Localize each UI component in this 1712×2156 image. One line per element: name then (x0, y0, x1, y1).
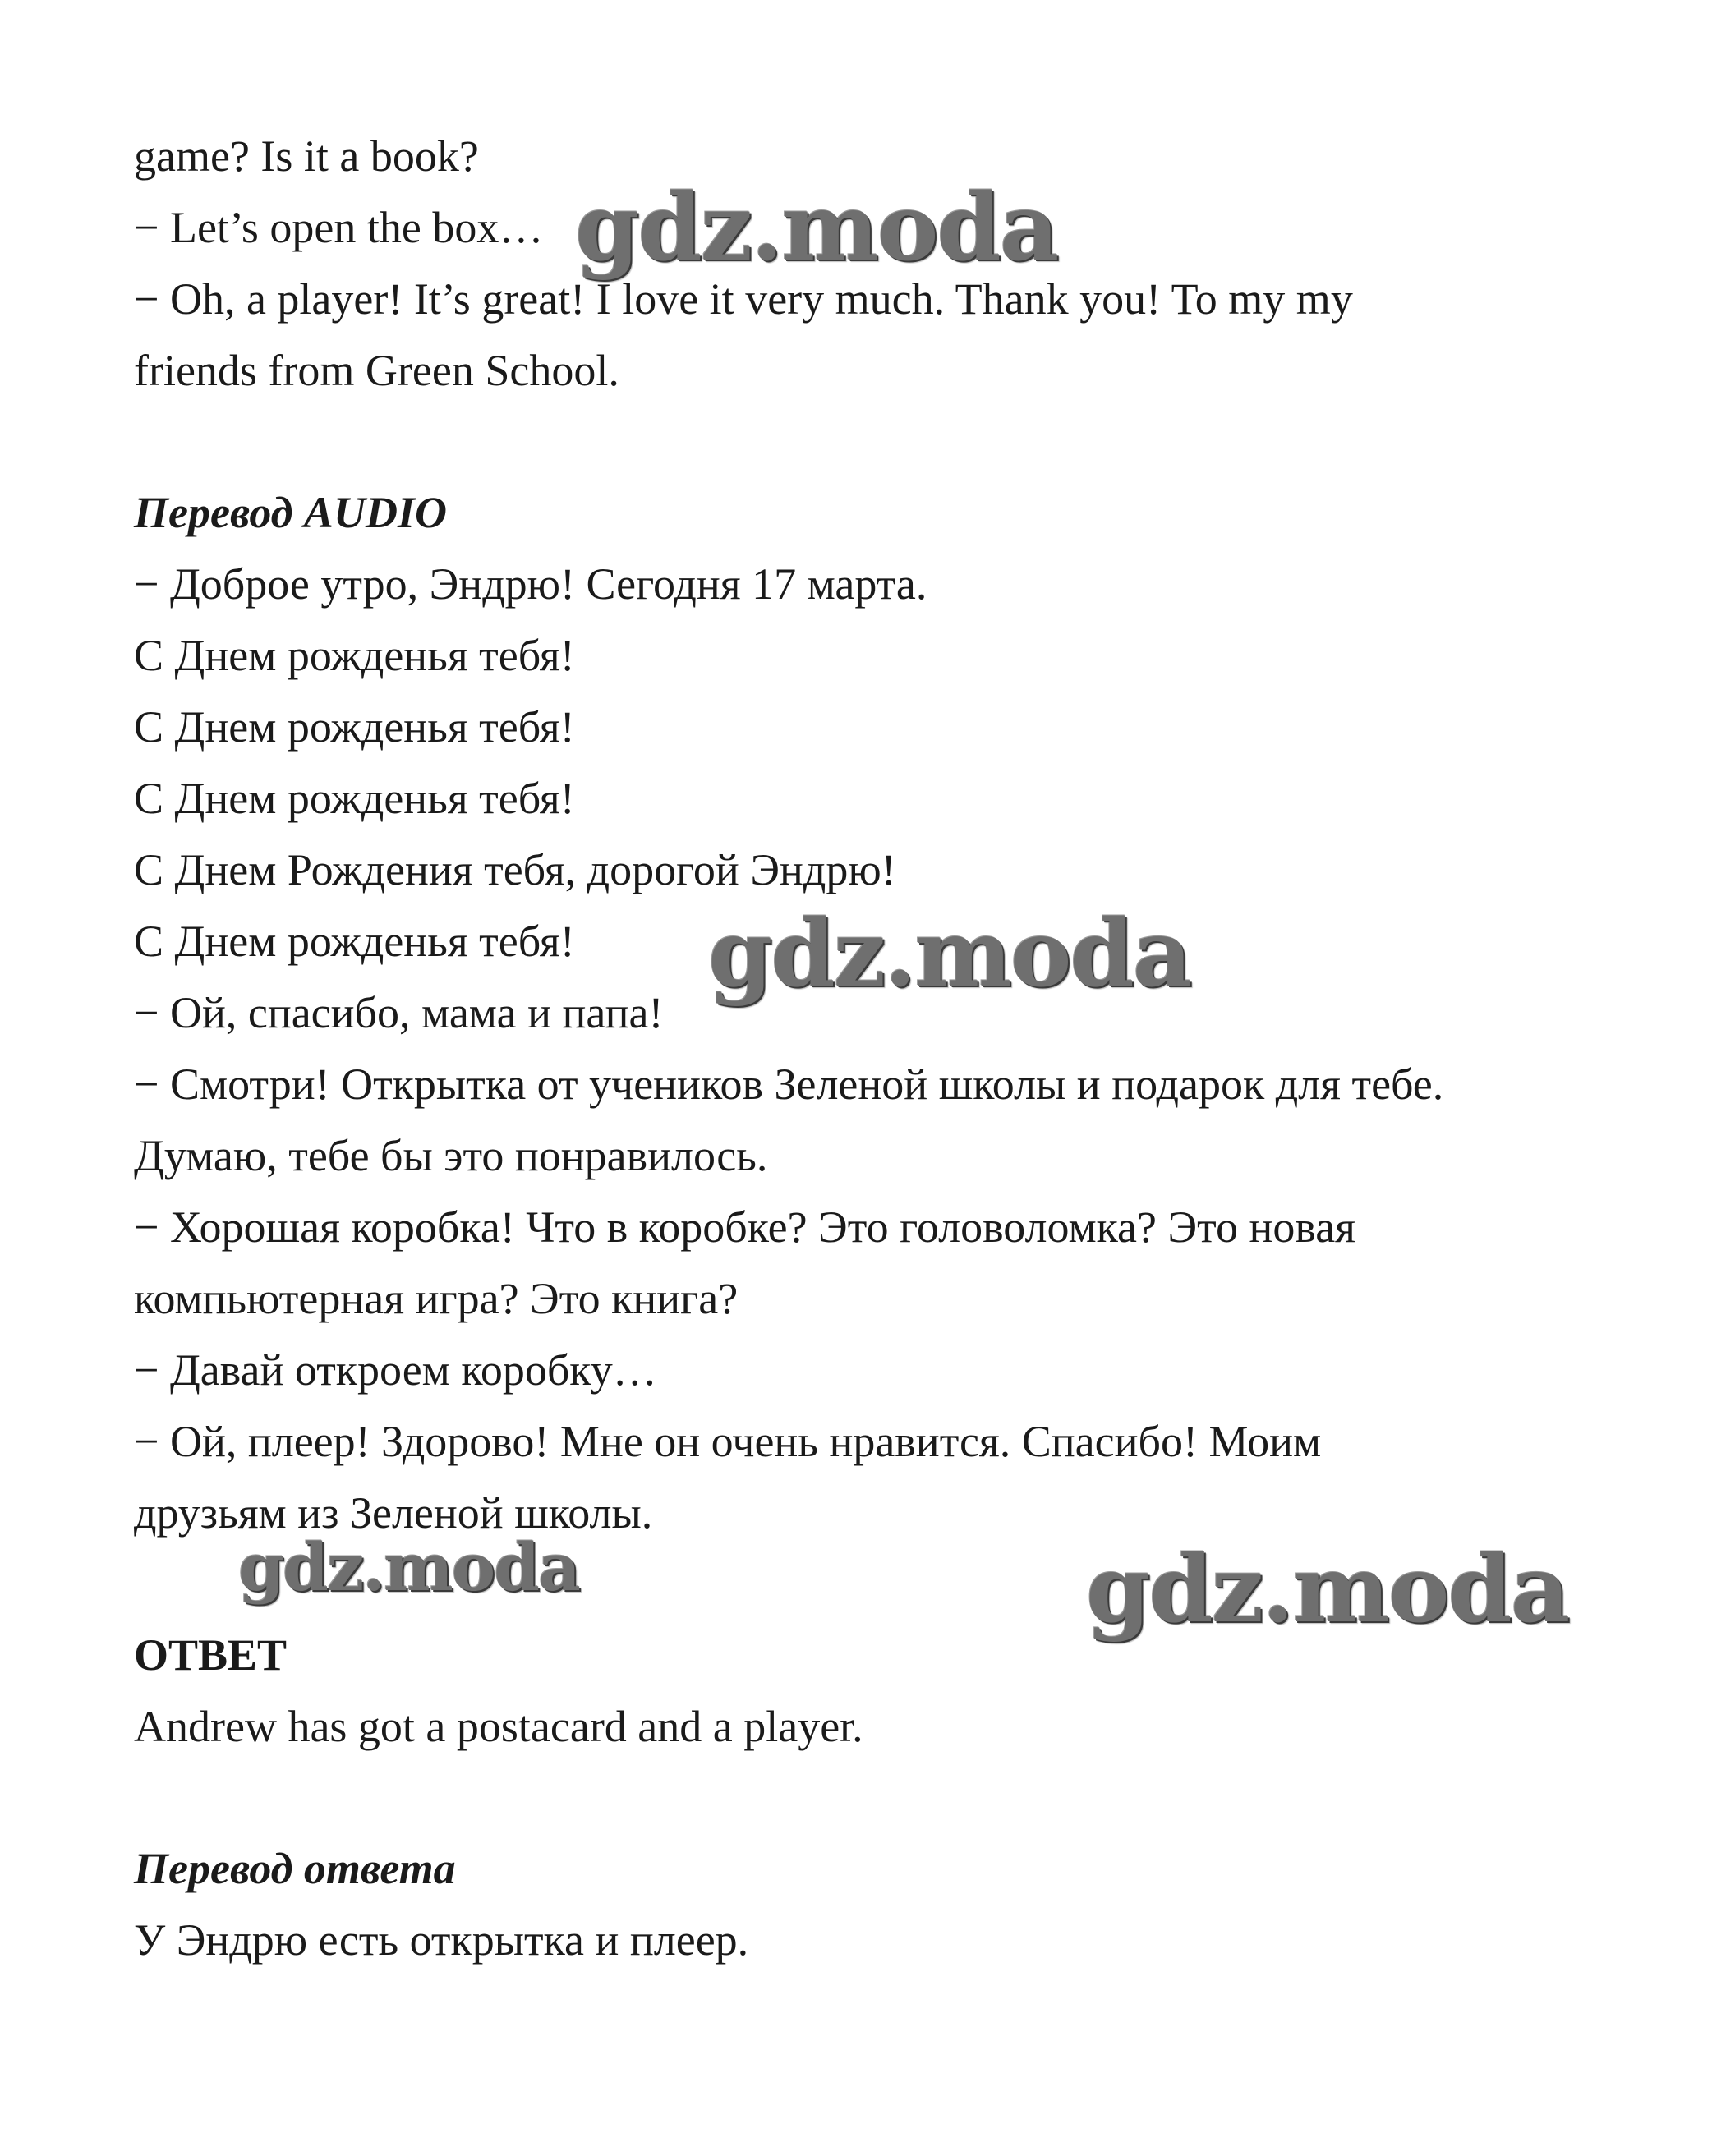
translation-line: друзьям из Зеленой школы. (134, 1488, 653, 1538)
watermark-logo: gdz.moda (575, 174, 1058, 282)
watermark-logo: gdz.moda (708, 900, 1191, 1008)
translation-line: С Днем рожденья тебя! (134, 917, 575, 966)
answer-heading: ОТВЕТ (134, 1630, 288, 1680)
translation-line: компьютерная игра? Это книга? (134, 1274, 739, 1323)
translation-audio-heading: Перевод AUDIO (134, 488, 447, 537)
translation-line: − Ой, спасибо, мама и папа! (134, 988, 664, 1037)
watermark-logo: gdz.moda (238, 1529, 579, 1606)
translation-line: С Днем Рождения тебя, дорогой Эндрю! (134, 845, 896, 894)
answer-translation-text: У Эндрю есть открытка и плеер. (134, 1915, 749, 1965)
translation-line: Думаю, тебе бы это понравилось. (134, 1131, 768, 1180)
translation-line: С Днем рожденья тебя! (134, 774, 575, 823)
translation-line: С Днем рожденья тебя! (134, 702, 575, 752)
english-line: − Let’s open the box… (134, 203, 544, 252)
english-line: friends from Green School. (134, 346, 619, 395)
translation-line: − Хорошая коробка! Что в коробке? Это головоломка? Это новая (134, 1202, 1356, 1252)
english-line: game? Is it a book? (134, 131, 479, 181)
translation-line: − Давай откроем коробку… (134, 1345, 657, 1395)
translation-line: − Ой, плеер! Здорово! Мне он очень нравится. Спасибо! Моим (134, 1417, 1322, 1466)
translation-line: − Смотри! Открытка от учеников Зеленой школы и подарок для тебе. (134, 1060, 1444, 1109)
translation-line: − Доброе утро, Эндрю! Сегодня 17 марта. (134, 559, 927, 609)
answer-text: Andrew has got a postacard and a player. (134, 1702, 863, 1751)
answer-translation-heading: Перевод ответа (134, 1844, 456, 1893)
watermark-logo: gdz.moda (1086, 1536, 1569, 1643)
english-line: − Oh, a player! It’s great! I love it very much. Thank you! To my my (134, 274, 1353, 324)
translation-line: С Днем рожденья тебя! (134, 631, 575, 680)
